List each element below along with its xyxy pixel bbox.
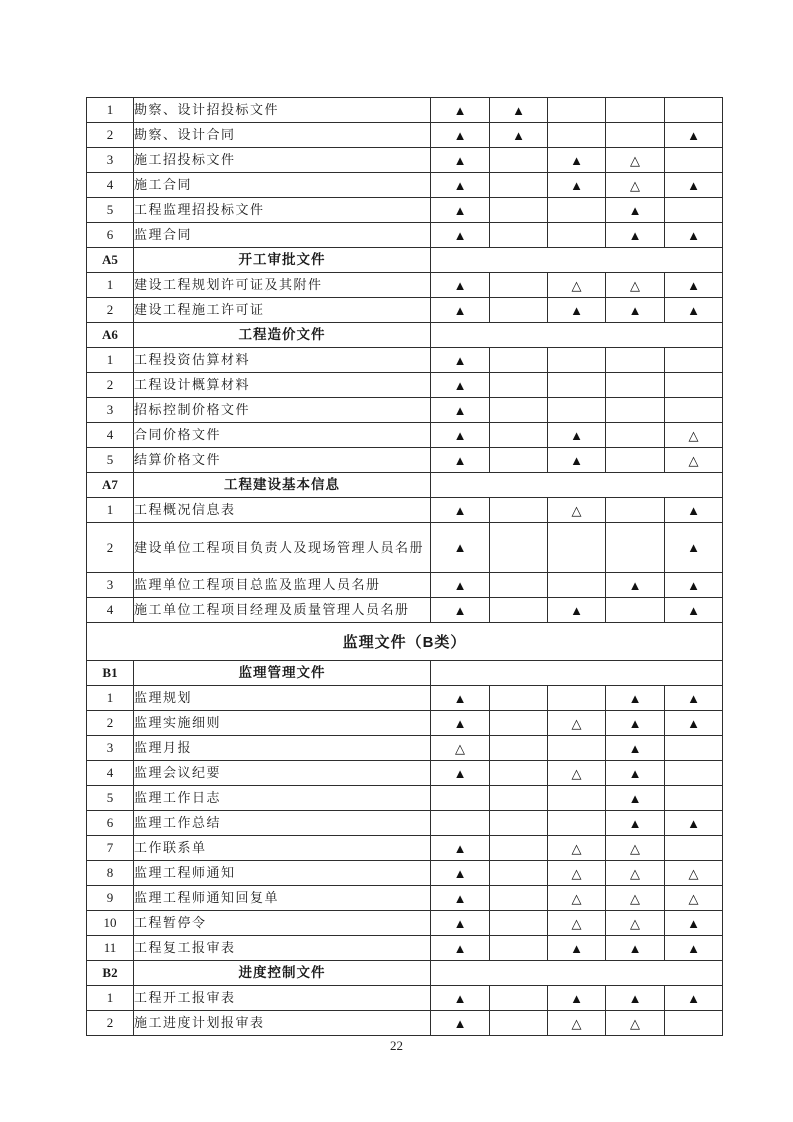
empty-mark-cell — [490, 398, 548, 423]
hollow-triangle-mark: △ — [606, 861, 665, 886]
empty-mark-cell — [665, 148, 723, 173]
empty-mark-cell — [548, 686, 606, 711]
section-code: B2 — [87, 961, 134, 986]
item-row — [87, 598, 723, 623]
item-number: 3 — [87, 736, 134, 761]
filled-triangle-mark: ▲ — [665, 223, 723, 248]
empty-mark-cell — [665, 373, 723, 398]
filled-triangle-mark: ▲ — [431, 498, 490, 523]
filled-triangle-mark: ▲ — [665, 811, 723, 836]
empty-mark-cell — [490, 348, 548, 373]
hollow-triangle-mark: △ — [548, 836, 606, 861]
section-code: A6 — [87, 323, 134, 348]
item-number: 8 — [87, 861, 134, 886]
hollow-triangle-mark: △ — [548, 711, 606, 736]
item-row — [87, 811, 723, 836]
filled-triangle-mark: ▲ — [431, 173, 490, 198]
filled-triangle-mark: ▲ — [431, 936, 490, 961]
filled-triangle-mark: ▲ — [665, 598, 723, 623]
empty-mark-cell — [606, 448, 665, 473]
empty-mark-cell — [606, 398, 665, 423]
filled-triangle-mark: ▲ — [431, 398, 490, 423]
item-number: 1 — [87, 498, 134, 523]
item-label: 招标控制价格文件 — [134, 398, 431, 423]
filled-triangle-mark: ▲ — [665, 173, 723, 198]
item-label: 工程监理招投标文件 — [134, 198, 431, 223]
filled-triangle-mark: ▲ — [606, 986, 665, 1011]
item-row — [87, 448, 723, 473]
section-label: 工程造价文件 — [134, 323, 431, 348]
filled-triangle-mark: ▲ — [548, 148, 606, 173]
item-row — [87, 761, 723, 786]
empty-mark-cell — [606, 98, 665, 123]
empty-mark-cell — [431, 786, 490, 811]
item-label: 结算价格文件 — [134, 448, 431, 473]
hollow-triangle-mark: △ — [606, 836, 665, 861]
filled-triangle-mark: ▲ — [548, 936, 606, 961]
item-row — [87, 298, 723, 323]
filled-triangle-mark: ▲ — [431, 448, 490, 473]
item-row — [87, 98, 723, 123]
filled-triangle-mark: ▲ — [606, 736, 665, 761]
empty-mark-cell — [490, 686, 548, 711]
empty-mark-cell — [606, 598, 665, 623]
filled-triangle-mark: ▲ — [548, 298, 606, 323]
filled-triangle-mark: ▲ — [431, 911, 490, 936]
hollow-triangle-mark: △ — [665, 886, 723, 911]
filled-triangle-mark: ▲ — [431, 223, 490, 248]
empty-mark-cell — [665, 786, 723, 811]
filled-triangle-mark: ▲ — [665, 523, 723, 573]
hollow-triangle-mark: △ — [548, 911, 606, 936]
empty-mark-cell — [665, 761, 723, 786]
filled-triangle-mark: ▲ — [606, 198, 665, 223]
item-number: 7 — [87, 836, 134, 861]
empty-mark-cell — [606, 348, 665, 373]
filled-triangle-mark: ▲ — [431, 348, 490, 373]
empty-mark-cell — [548, 223, 606, 248]
archive-filing-table — [86, 97, 723, 1036]
filled-triangle-mark: ▲ — [431, 148, 490, 173]
page-number: 22 — [390, 1038, 403, 1053]
filled-triangle-mark: ▲ — [431, 598, 490, 623]
item-row — [87, 498, 723, 523]
item-row — [87, 373, 723, 398]
item-number: 3 — [87, 148, 134, 173]
item-label: 工程概况信息表 — [134, 498, 431, 523]
empty-mark-cell — [490, 523, 548, 573]
empty-mark-cell — [548, 98, 606, 123]
item-label: 施工合同 — [134, 173, 431, 198]
filled-triangle-mark: ▲ — [606, 711, 665, 736]
item-row — [87, 911, 723, 936]
filled-triangle-mark: ▲ — [431, 298, 490, 323]
item-row — [87, 886, 723, 911]
item-number: 1 — [87, 273, 134, 298]
empty-mark-cell — [665, 1011, 723, 1036]
filled-triangle-mark: ▲ — [431, 198, 490, 223]
filled-triangle-mark: ▲ — [548, 173, 606, 198]
empty-mark-cell — [665, 398, 723, 423]
hollow-triangle-mark: △ — [548, 886, 606, 911]
item-label: 监理工作日志 — [134, 786, 431, 811]
empty-mark-cell — [490, 1011, 548, 1036]
filled-triangle-mark: ▲ — [665, 686, 723, 711]
empty-mark-cell — [490, 448, 548, 473]
section-marks-span — [431, 961, 723, 986]
item-label: 监理工程师通知 — [134, 861, 431, 886]
empty-mark-cell — [490, 423, 548, 448]
empty-mark-cell — [490, 836, 548, 861]
item-number: 5 — [87, 198, 134, 223]
empty-mark-cell — [665, 836, 723, 861]
item-label: 工程复工报审表 — [134, 936, 431, 961]
item-number: 6 — [87, 811, 134, 836]
filled-triangle-mark: ▲ — [548, 986, 606, 1011]
empty-mark-cell — [490, 298, 548, 323]
item-row — [87, 786, 723, 811]
empty-mark-cell — [490, 373, 548, 398]
filled-triangle-mark: ▲ — [548, 448, 606, 473]
filled-triangle-mark: ▲ — [665, 298, 723, 323]
filled-triangle-mark: ▲ — [431, 886, 490, 911]
item-row — [87, 223, 723, 248]
item-number: 3 — [87, 573, 134, 598]
item-number: 2 — [87, 1011, 134, 1036]
empty-mark-cell — [548, 523, 606, 573]
category-title: 监理文件（B类） — [87, 623, 723, 661]
item-row — [87, 523, 723, 573]
item-row — [87, 711, 723, 736]
section-header-row — [87, 323, 723, 348]
empty-mark-cell — [606, 423, 665, 448]
filled-triangle-mark: ▲ — [431, 98, 490, 123]
filled-triangle-mark: ▲ — [431, 423, 490, 448]
empty-mark-cell — [665, 98, 723, 123]
item-number: 2 — [87, 523, 134, 573]
item-label: 监理月报 — [134, 736, 431, 761]
item-row — [87, 736, 723, 761]
empty-mark-cell — [606, 498, 665, 523]
item-label: 建设单位工程项目负责人及现场管理人员名册 — [134, 523, 431, 573]
empty-mark-cell — [490, 736, 548, 761]
item-number: 4 — [87, 761, 134, 786]
item-number: 4 — [87, 598, 134, 623]
item-number: 3 — [87, 398, 134, 423]
filled-triangle-mark: ▲ — [431, 523, 490, 573]
empty-mark-cell — [606, 373, 665, 398]
item-row — [87, 423, 723, 448]
section-marks-span — [431, 661, 723, 686]
section-code: A7 — [87, 473, 134, 498]
filled-triangle-mark: ▲ — [606, 761, 665, 786]
empty-mark-cell — [606, 123, 665, 148]
section-code: A5 — [87, 248, 134, 273]
hollow-triangle-mark: △ — [548, 761, 606, 786]
filled-triangle-mark: ▲ — [606, 811, 665, 836]
empty-mark-cell — [548, 348, 606, 373]
section-header-row — [87, 248, 723, 273]
filled-triangle-mark: ▲ — [665, 123, 723, 148]
item-number: 6 — [87, 223, 134, 248]
filled-triangle-mark: ▲ — [431, 836, 490, 861]
filled-triangle-mark: ▲ — [606, 298, 665, 323]
item-row — [87, 836, 723, 861]
item-number: 5 — [87, 448, 134, 473]
empty-mark-cell — [548, 398, 606, 423]
item-row — [87, 273, 723, 298]
empty-mark-cell — [490, 911, 548, 936]
empty-mark-cell — [548, 373, 606, 398]
filled-triangle-mark: ▲ — [431, 373, 490, 398]
filled-triangle-mark: ▲ — [665, 911, 723, 936]
item-number: 4 — [87, 173, 134, 198]
empty-mark-cell — [490, 936, 548, 961]
item-label: 建设工程规划许可证及其附件 — [134, 273, 431, 298]
item-label: 工程投资估算材料 — [134, 348, 431, 373]
item-row — [87, 573, 723, 598]
hollow-triangle-mark: △ — [606, 273, 665, 298]
item-number: 1 — [87, 986, 134, 1011]
filled-triangle-mark: ▲ — [606, 223, 665, 248]
empty-mark-cell — [548, 198, 606, 223]
filled-triangle-mark: ▲ — [431, 273, 490, 298]
empty-mark-cell — [665, 736, 723, 761]
section-code: B1 — [87, 661, 134, 686]
filled-triangle-mark: ▲ — [665, 273, 723, 298]
item-number: 2 — [87, 373, 134, 398]
section-marks-span — [431, 323, 723, 348]
section-header-row — [87, 961, 723, 986]
empty-mark-cell — [548, 811, 606, 836]
item-row — [87, 173, 723, 198]
empty-mark-cell — [490, 986, 548, 1011]
filled-triangle-mark: ▲ — [431, 1011, 490, 1036]
filled-triangle-mark: ▲ — [606, 686, 665, 711]
hollow-triangle-mark: △ — [606, 886, 665, 911]
item-number: 4 — [87, 423, 134, 448]
item-label: 监理规划 — [134, 686, 431, 711]
empty-mark-cell — [606, 523, 665, 573]
empty-mark-cell — [490, 498, 548, 523]
empty-mark-cell — [490, 811, 548, 836]
hollow-triangle-mark: △ — [606, 173, 665, 198]
item-number: 1 — [87, 348, 134, 373]
empty-mark-cell — [490, 761, 548, 786]
filled-triangle-mark: ▲ — [490, 123, 548, 148]
item-number: 11 — [87, 936, 134, 961]
hollow-triangle-mark: △ — [665, 861, 723, 886]
empty-mark-cell — [490, 573, 548, 598]
hollow-triangle-mark: △ — [548, 1011, 606, 1036]
item-number: 2 — [87, 123, 134, 148]
filled-triangle-mark: ▲ — [665, 573, 723, 598]
filled-triangle-mark: ▲ — [665, 711, 723, 736]
empty-mark-cell — [490, 711, 548, 736]
item-row — [87, 198, 723, 223]
filled-triangle-mark: ▲ — [431, 986, 490, 1011]
item-number: 1 — [87, 98, 134, 123]
empty-mark-cell — [490, 198, 548, 223]
empty-mark-cell — [548, 736, 606, 761]
filled-triangle-mark: ▲ — [606, 786, 665, 811]
filled-triangle-mark: ▲ — [431, 123, 490, 148]
section-header-row — [87, 473, 723, 498]
item-label: 勘察、设计招投标文件 — [134, 98, 431, 123]
item-label: 工作联系单 — [134, 836, 431, 861]
item-label: 施工招投标文件 — [134, 148, 431, 173]
hollow-triangle-mark: △ — [665, 448, 723, 473]
item-label: 建设工程施工许可证 — [134, 298, 431, 323]
filled-triangle-mark: ▲ — [431, 861, 490, 886]
filled-triangle-mark: ▲ — [548, 598, 606, 623]
table-body — [87, 98, 723, 1036]
section-label: 开工审批文件 — [134, 248, 431, 273]
empty-mark-cell — [490, 148, 548, 173]
filled-triangle-mark: ▲ — [431, 573, 490, 598]
section-label: 监理管理文件 — [134, 661, 431, 686]
hollow-triangle-mark: △ — [548, 861, 606, 886]
filled-triangle-mark: ▲ — [665, 936, 723, 961]
item-label: 施工单位工程项目经理及质量管理人员名册 — [134, 598, 431, 623]
empty-mark-cell — [490, 861, 548, 886]
section-header-row — [87, 661, 723, 686]
item-number: 10 — [87, 911, 134, 936]
empty-mark-cell — [490, 786, 548, 811]
item-label: 监理合同 — [134, 223, 431, 248]
filled-triangle-mark: ▲ — [431, 686, 490, 711]
hollow-triangle-mark: △ — [431, 736, 490, 761]
item-label: 工程设计概算材料 — [134, 373, 431, 398]
item-row — [87, 986, 723, 1011]
filled-triangle-mark: ▲ — [548, 423, 606, 448]
item-label: 施工进度计划报审表 — [134, 1011, 431, 1036]
item-label: 监理工作总结 — [134, 811, 431, 836]
section-label: 进度控制文件 — [134, 961, 431, 986]
item-number: 2 — [87, 711, 134, 736]
hollow-triangle-mark: △ — [548, 498, 606, 523]
item-number: 1 — [87, 686, 134, 711]
item-row — [87, 148, 723, 173]
section-label: 工程建设基本信息 — [134, 473, 431, 498]
hollow-triangle-mark: △ — [606, 1011, 665, 1036]
item-label: 工程暂停令 — [134, 911, 431, 936]
item-row — [87, 123, 723, 148]
empty-mark-cell — [490, 598, 548, 623]
empty-mark-cell — [548, 123, 606, 148]
item-row — [87, 861, 723, 886]
empty-mark-cell — [490, 173, 548, 198]
filled-triangle-mark: ▲ — [665, 986, 723, 1011]
item-number: 2 — [87, 298, 134, 323]
filled-triangle-mark: ▲ — [431, 711, 490, 736]
item-row — [87, 936, 723, 961]
category-title-row — [87, 623, 723, 661]
item-label: 勘察、设计合同 — [134, 123, 431, 148]
item-row — [87, 686, 723, 711]
empty-mark-cell — [548, 786, 606, 811]
filled-triangle-mark: ▲ — [490, 98, 548, 123]
section-marks-span — [431, 473, 723, 498]
item-row — [87, 348, 723, 373]
section-marks-span — [431, 248, 723, 273]
empty-mark-cell — [665, 198, 723, 223]
hollow-triangle-mark: △ — [665, 423, 723, 448]
hollow-triangle-mark: △ — [606, 911, 665, 936]
item-label: 监理单位工程项目总监及监理人员名册 — [134, 573, 431, 598]
item-row — [87, 398, 723, 423]
empty-mark-cell — [665, 348, 723, 373]
hollow-triangle-mark: △ — [606, 148, 665, 173]
item-number: 5 — [87, 786, 134, 811]
empty-mark-cell — [490, 886, 548, 911]
filled-triangle-mark: ▲ — [665, 498, 723, 523]
item-label: 监理会议纪要 — [134, 761, 431, 786]
empty-mark-cell — [548, 573, 606, 598]
item-label: 工程开工报审表 — [134, 986, 431, 1011]
item-label: 监理工程师通知回复单 — [134, 886, 431, 911]
empty-mark-cell — [490, 273, 548, 298]
empty-mark-cell — [490, 223, 548, 248]
filled-triangle-mark: ▲ — [606, 573, 665, 598]
filled-triangle-mark: ▲ — [606, 936, 665, 961]
filled-triangle-mark: ▲ — [431, 761, 490, 786]
item-label: 合同价格文件 — [134, 423, 431, 448]
empty-mark-cell — [431, 811, 490, 836]
hollow-triangle-mark: △ — [548, 273, 606, 298]
item-row — [87, 1011, 723, 1036]
item-number: 9 — [87, 886, 134, 911]
item-label: 监理实施细则 — [134, 711, 431, 736]
